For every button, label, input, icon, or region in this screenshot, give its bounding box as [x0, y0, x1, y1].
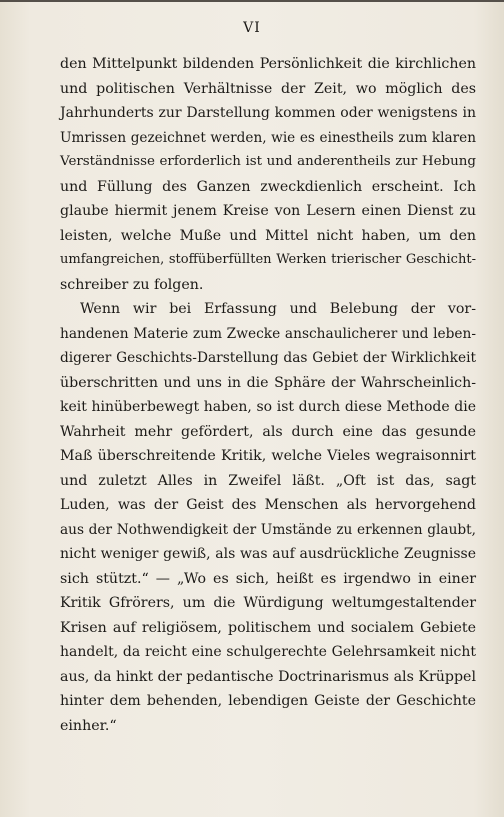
text-line: leisten, welche Muße und Mittel nicht haben, um den [60, 227, 476, 244]
text-line: Wahrheit mehr gefördert, als durch eine das gesunde [60, 423, 476, 440]
body-text [60, 52, 476, 738]
paragraph-1 [60, 52, 476, 297]
text-line: Kritik Gfrörers, um die Würdigung weltumgestaltender [60, 595, 476, 611]
text-line: und zuletzt Alles in Zweifel läßt. „Oft ist das, sagt [60, 472, 476, 489]
text-line: keit hinüberbewegt haben, so ist durch diese Methode die [60, 399, 476, 415]
paragraph-2 [60, 297, 476, 738]
text-line: umfangreichen, stoffüberfüllten Werken trierischer Geschicht- [60, 252, 476, 267]
text-line: Maß überschreitende Kritik, welche Vieles wegraisonnirt [60, 448, 476, 464]
text-line: aus, da hinkt der pedantische Doctrinarismus als Krüppel [60, 668, 476, 685]
text-line: Jahrhunderts zur Darstellung kommen oder wenigstens in [60, 105, 476, 121]
text-line: schreiber zu folgen. [60, 276, 204, 293]
text-line: und politischen Verhältnisse der Zeit, wo möglich des [60, 80, 476, 97]
text-line: digerer Geschichts-Darstellung das Gebiet der Wirklichkeit [60, 350, 476, 366]
page-number: VI [243, 20, 261, 36]
text-line: handelt, da reicht eine schulgerechte Gelehrsamkeit nicht [60, 644, 476, 660]
text-line: handenen Materie zum Zwecke anschaulicherer und leben- [60, 325, 476, 342]
text-line: glaube hiermit jenem Kreise von Lesern einen Dienst zu [60, 203, 476, 219]
text-line: Umrissen gezeichnet werden, wie es einestheils zum klaren [60, 129, 476, 146]
text-line: aus der Nothwendigkeit der Umstände zu erkennen glaubt, [60, 521, 476, 538]
text-line: sich stützt.“ — „Wo es sich, heißt es irgendwo in einer [60, 570, 476, 587]
text-line: Wenn wir bei Erfassung und Belebung der vor- [80, 301, 476, 317]
top-rule [0, 0, 504, 2]
text-line: nicht weniger gewiß, als was auf ausdrückliche Zeugnisse [60, 546, 476, 562]
text-line: überschritten und uns in die Sphäre der Wahrscheinlich- [60, 374, 476, 391]
text-line: Krisen auf religiösem, politischem und socialem Gebiete [60, 619, 476, 636]
text-line: und Füllung des Ganzen zweckdienlich erscheint. Ich [60, 178, 476, 195]
text-line: einher.“ [60, 717, 117, 734]
text-line: hinter dem behenden, lebendigen Geiste der Geschichte [60, 693, 476, 709]
text-line: Verständnisse erforderlich ist und anderentheils zur Hebung [60, 154, 476, 169]
text-line: Luden, was der Geist des Menschen als hervorgehend [60, 497, 476, 513]
text-line: den Mittelpunkt bildenden Persönlichkeit die kirchlichen [60, 56, 476, 72]
